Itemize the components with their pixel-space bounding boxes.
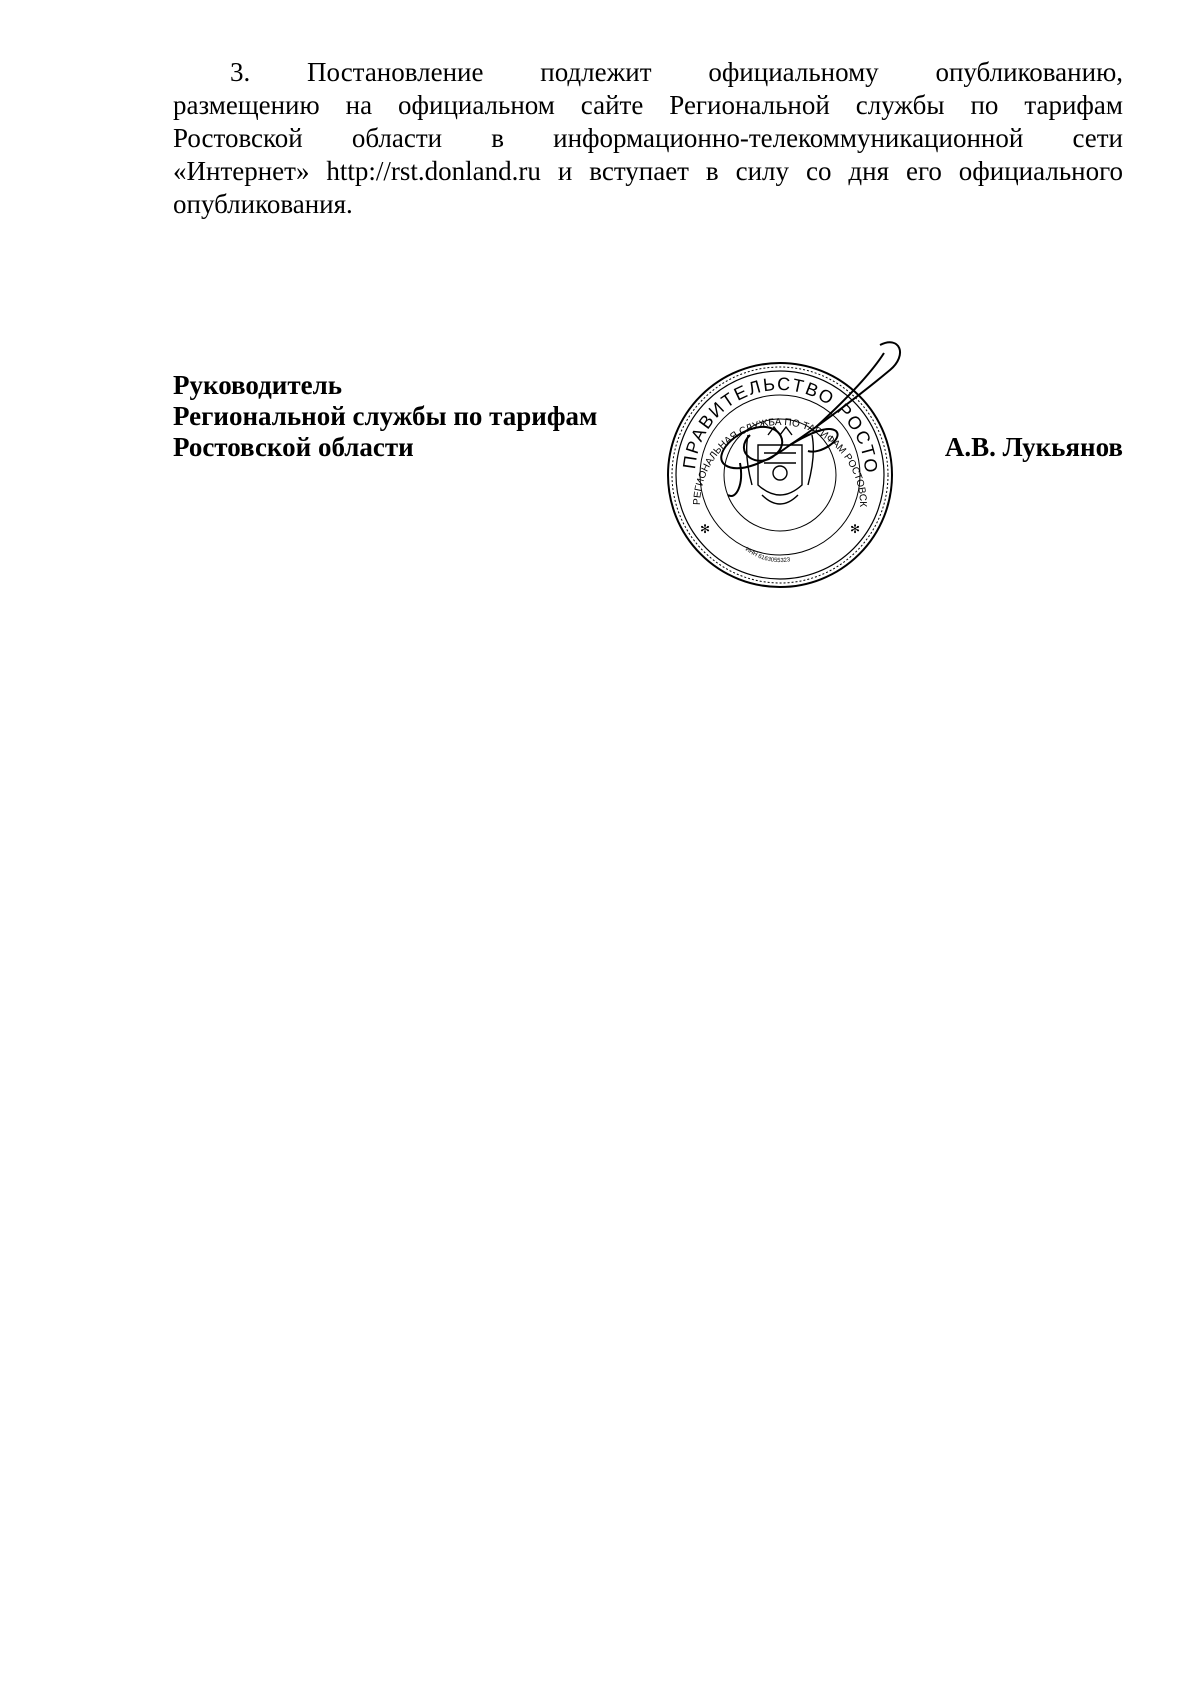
seal-inn-text: ИНН 6163055323 xyxy=(743,546,791,565)
svg-text:✻: ✻ xyxy=(850,522,861,536)
clause-3-paragraph xyxy=(173,56,1123,221)
signer-position xyxy=(173,370,597,463)
svg-text:РЕГИОНАЛЬНАЯ СЛУЖБА ПО ТАРИФАМ xyxy=(640,335,868,507)
paragraph-line: опубликования. xyxy=(173,189,353,219)
signer-title-line: Ростовской области xyxy=(173,432,414,462)
signer-title-line: Руководитель xyxy=(173,370,343,400)
signer-name: А.В. Лукьянов xyxy=(944,432,1123,462)
svg-text:✻: ✻ xyxy=(700,522,711,536)
paragraph-line: «Интернет» http://rst.donland.ru и вступает в силу со дня его официального xyxy=(173,156,1123,186)
paragraph-line: размещению на официальном сайте Региональной службы по тарифам xyxy=(173,90,1123,120)
signer-title-line: Региональной службы по тарифам xyxy=(173,401,598,431)
official-seal-with-signature xyxy=(640,335,920,605)
seal-inner-text: РЕГИОНАЛЬНАЯ СЛУЖБА ПО ТАРИФАМ РОСТОВСК xyxy=(691,416,869,508)
paragraph-line: 3. Постановление подлежит официальному опубликованию, xyxy=(230,57,1123,87)
seal-outer-text: ПРАВИТЕЛЬСТВО РОСТО xyxy=(679,373,882,476)
paragraph-line: Ростовской области в информационно-телекоммуникационной сети xyxy=(173,123,1123,153)
